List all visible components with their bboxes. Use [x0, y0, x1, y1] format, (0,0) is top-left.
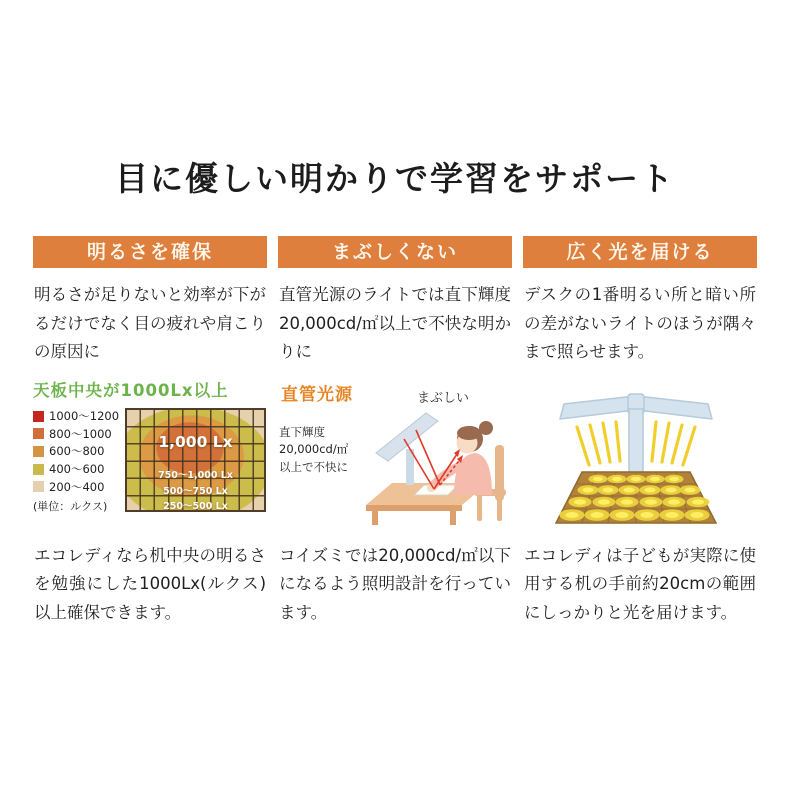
column-no-glare [278, 236, 512, 627]
legend-label: 1000〜1200 [49, 409, 120, 424]
column-no-glare-intro: 直管光源のライトでは直下輝度20,000cd/㎡以上で不快な明かりに [279, 285, 511, 361]
lux-zone-label-center: 1,000 Lx [158, 432, 233, 451]
wide-light-illustration-figure [523, 377, 757, 529]
column-no-glare-outro: コイズミでは20,000cd/㎡以下になるよう照明設計を行っています。 [279, 545, 511, 622]
column-brightness-intro: 明るさが足りないと効率が下がるだけでなく目の疲れや肩こりの原因に [34, 285, 266, 361]
legend-label: 400〜600 [49, 462, 105, 477]
glare-caption-line: 20,000cd/㎡ [279, 442, 349, 456]
wide-light-lamp-illustration [532, 379, 742, 529]
legend-item [33, 460, 125, 478]
lux-heatmap-figure [33, 377, 267, 529]
lux-heatmap-title: 天板中央が1000Lx以上 [33, 380, 229, 400]
tube-light-label: 直管光源 [281, 384, 353, 405]
legend-swatch-400-600 [33, 464, 44, 475]
column-wide-light-header: 広く光を届ける [523, 236, 757, 268]
legend-swatch-600-800 [33, 446, 44, 457]
column-brightness [33, 236, 267, 627]
glare-illustration-figure [278, 377, 512, 529]
legend-label: 800〜1000 [49, 426, 112, 441]
legend-swatch-1000-1200 [33, 411, 44, 422]
lux-zone-label-750-1000: 750〜1,000 Lx [158, 469, 233, 481]
lux-heatmap-grid [125, 408, 266, 512]
legend-label: 200〜400 [49, 479, 105, 494]
glare-caption-line: 直下輝度 [279, 424, 325, 439]
tube-lamp [376, 413, 438, 485]
legend-unit-note: (単位：ルクス) [33, 500, 108, 514]
column-no-glare-header: まぶしくない [278, 236, 512, 268]
t-shaped-lamp [560, 394, 712, 482]
glare-caption-line: 以上で不快に [279, 459, 348, 474]
lux-zone-label-250-500: 250〜500 Lx [163, 500, 228, 512]
column-wide-light [523, 236, 757, 627]
feature-columns [33, 236, 757, 627]
column-wide-light-outro: エコレディは子どもが実際に使用する机の手前約20cmの範囲にしっかりと光を届けます。 [524, 545, 756, 622]
legend-label: 600〜800 [49, 444, 105, 459]
girl-at-desk-glare-illustration [364, 399, 516, 527]
lux-zone-label-500-750: 500〜750 Lx [163, 485, 228, 497]
legend-item [33, 443, 125, 461]
column-brightness-outro: エコレディなら机中央の明るさを勉強にした1000Lx(ルクス)以上確保できます。 [34, 545, 266, 622]
legend-item [33, 425, 125, 443]
legend-item [33, 478, 125, 496]
legend-swatch-200-400 [33, 481, 44, 492]
page-title: 目に優しい明かりで学習をサポート [115, 159, 675, 198]
glare-caption [279, 424, 348, 477]
legend-item [33, 408, 125, 426]
lux-legend [33, 408, 125, 515]
column-wide-light-intro: デスクの1番明るい所と暗い所の差がないライトのほうが隅々まで照らせます。 [524, 285, 756, 361]
glare-callout: まぶしい [417, 390, 470, 406]
lux-heatmap-body [33, 408, 267, 515]
column-brightness-header: 明るさを確保 [33, 236, 267, 268]
legend-swatch-800-1000 [33, 428, 44, 439]
